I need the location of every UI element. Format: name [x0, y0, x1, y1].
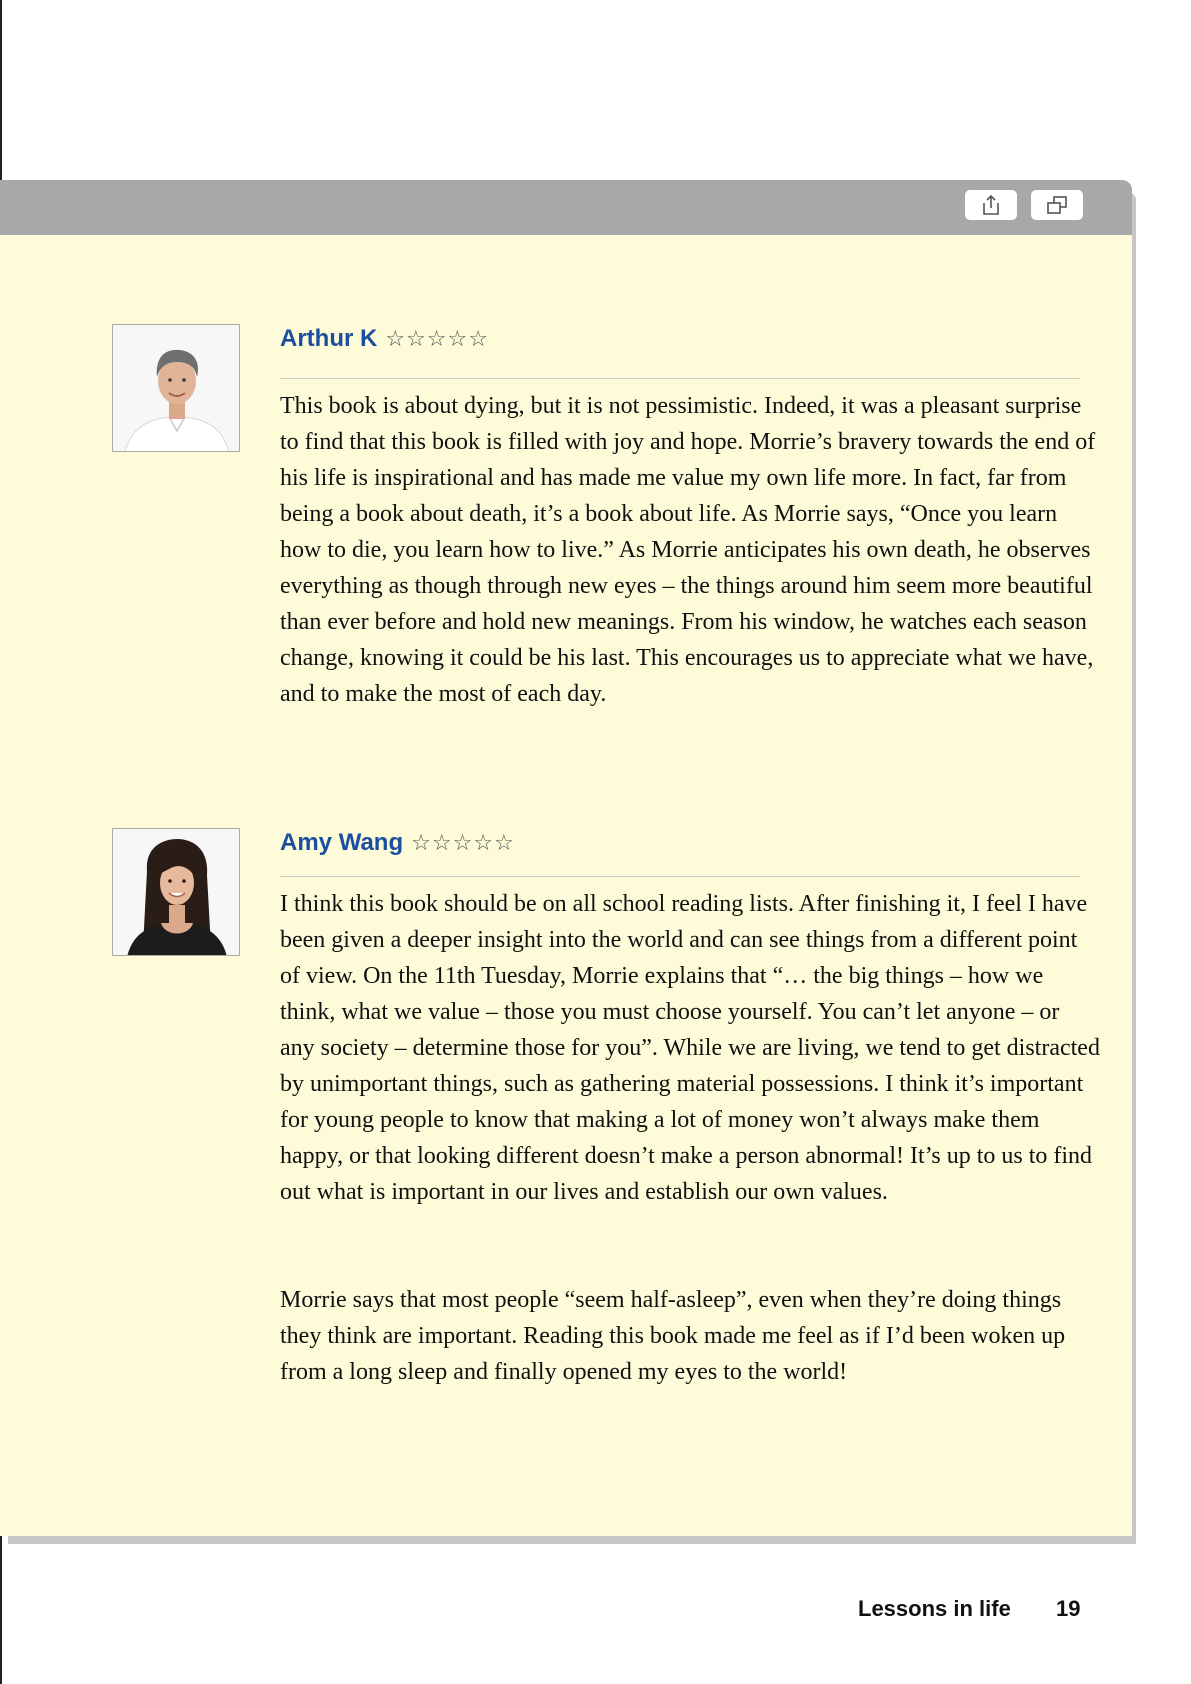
reviewer-name: Arthur K	[280, 325, 378, 352]
rating-stars: ☆☆☆☆☆	[385, 326, 489, 352]
rating-stars: ☆☆☆☆☆	[411, 830, 515, 856]
expand-icon	[1046, 195, 1068, 215]
man-portrait	[113, 325, 240, 452]
running-footer-title: Lessons in life	[858, 1596, 1011, 1621]
share-icon	[981, 194, 1001, 216]
woman-portrait	[113, 829, 240, 956]
review-text: I think this book should be on all school reading lists. After finishing it, I feel I have been given a deeper insight into the world and can see things from a different point of view. On the 11th Tuesday, Morrie explains that “… the big things – how we think, what we value – those you must choose yourself. You can’t let anyone – or any society – determine those for you”. While we are living, we tend to get distracted by unimportant things, such as gathering material possessions. I think it’s important for young people to know that making a lot of money won’t always make them happy, or that looking different doesn’t make a person abnormal! It’s up to us to find out what is important in our lives and establish our own values.	[280, 891, 1100, 1205]
review-text: This book is about dying, but it is not pessimistic. Indeed, it was a pleasant surprise to find that this book is filled with joy and hope. Morrie’s bravery towards the end of his life is inspirational and has made me value my own life more. In fact, far from being a book about death, it’s a book about life. As Morrie says, “Once you learn how to die, you learn how to live.” As Morrie anticipates his own death, he observes everything as though through new eyes – the things around him seem more beautiful than ever before and hold new meanings. From his window, he watches each season change, knowing it could be his last. This encourages us to appreciate what we have, and to make the most of each day.	[280, 393, 1096, 707]
review-panel	[0, 180, 1132, 1536]
review-header	[280, 322, 489, 356]
page-number: 19	[1056, 1596, 1081, 1621]
divider	[280, 876, 1080, 877]
review-text: Morrie says that most people “seem half-asleep”, even when they’re doing things they think are important. Reading this book made me feel as if I’d been woken up from a long sleep and finally opened my eyes to the world!	[280, 1287, 1066, 1385]
avatar	[112, 324, 240, 452]
reviewer-name: Amy Wang	[280, 829, 404, 856]
review-header	[280, 826, 515, 860]
panel-toolbar	[0, 180, 1132, 235]
avatar	[112, 828, 240, 956]
expand-button[interactable]	[1031, 190, 1083, 220]
share-button[interactable]	[965, 190, 1017, 220]
divider	[280, 378, 1080, 379]
